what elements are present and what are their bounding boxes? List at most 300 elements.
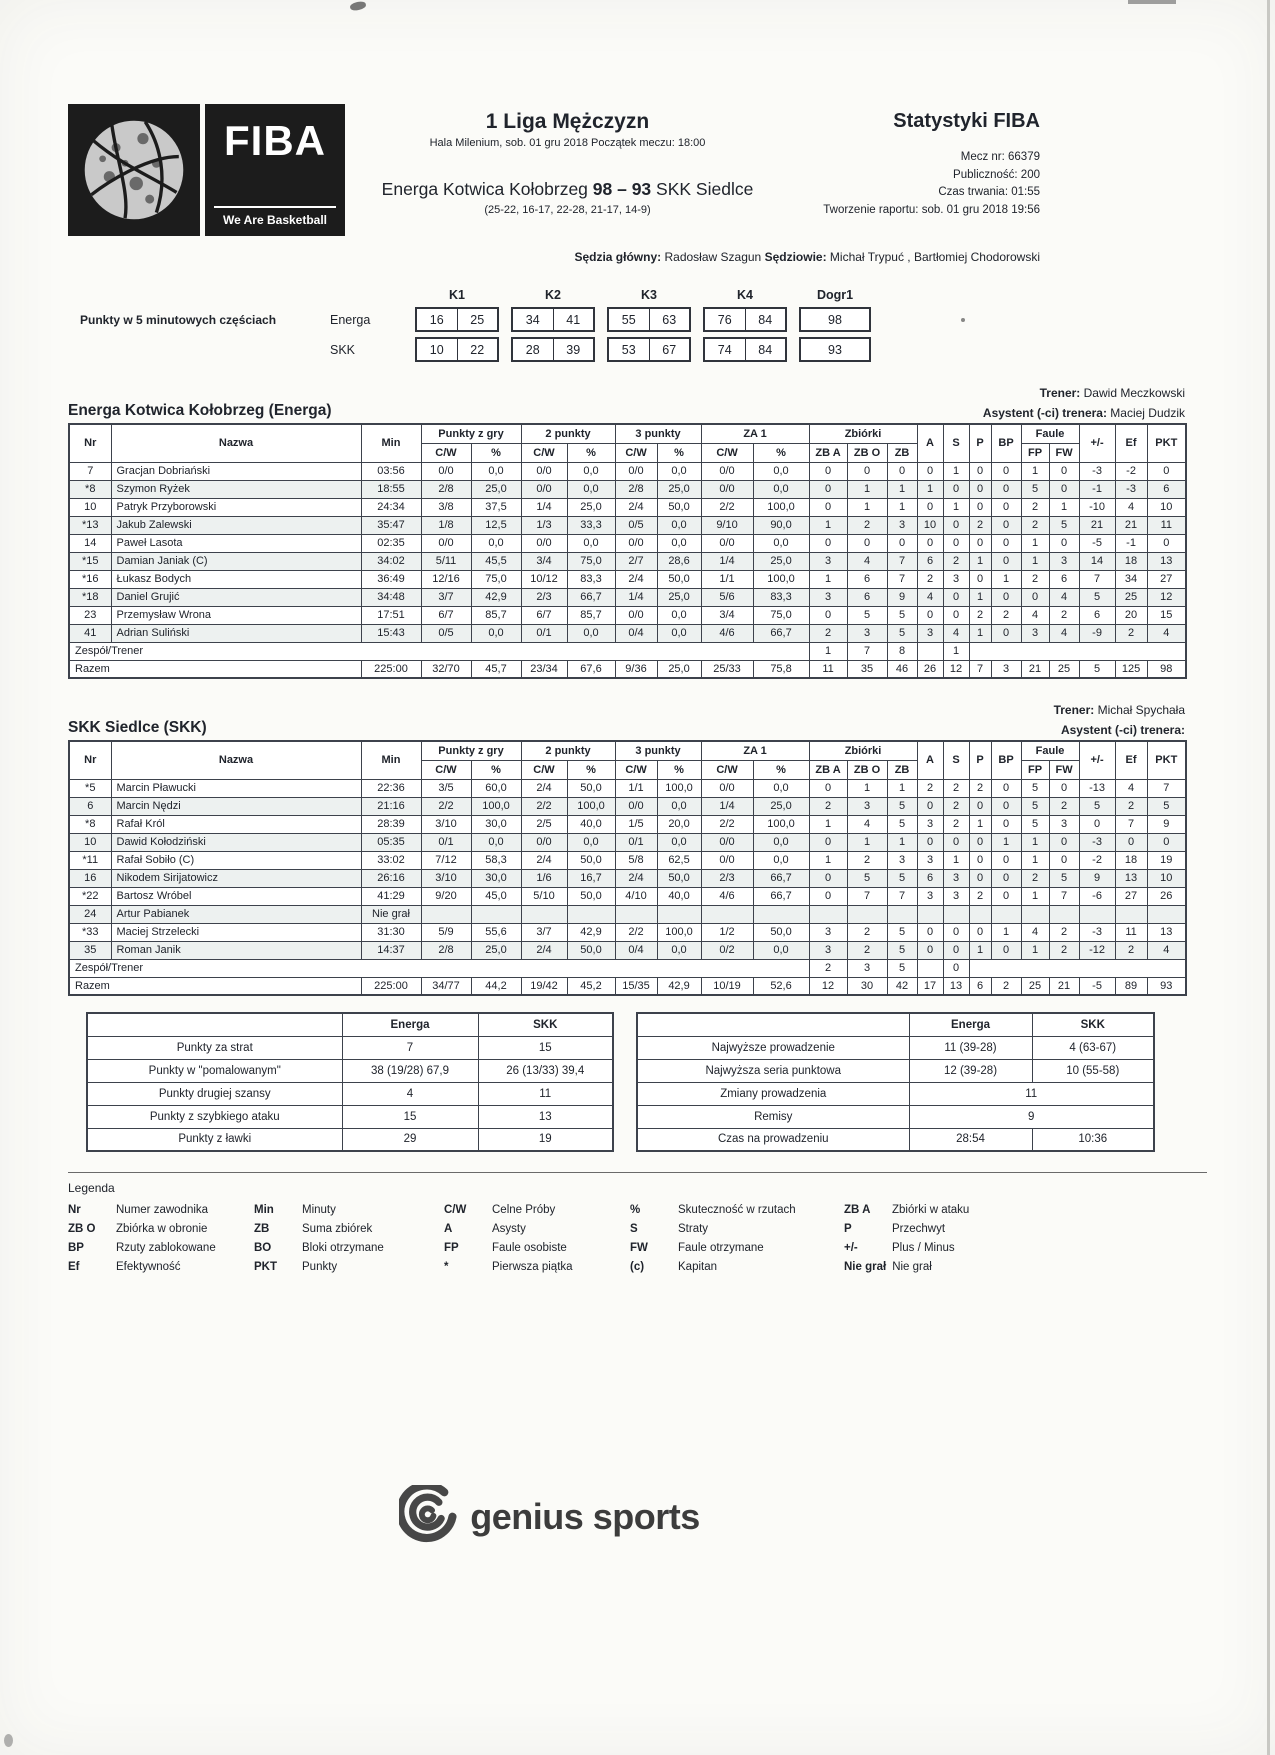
legend-description: Przechwyt [892, 1223, 946, 1235]
assistant-line [1061, 723, 1185, 737]
stat-cell: 6 [847, 570, 887, 588]
empty-cell [969, 642, 1186, 660]
quarter-team-name: Energa [330, 312, 371, 327]
stat-cell: 3 [1049, 815, 1079, 833]
stat-cell: 100,0 [657, 923, 701, 941]
stat-cell: 0 [991, 516, 1021, 534]
stat-cell: 42,9 [657, 977, 701, 995]
quarter-score-box [415, 337, 499, 362]
stat-cell: 45,0 [471, 887, 521, 905]
player-name: Damian Janiak (C) [111, 552, 361, 570]
legend-description: Faule osobiste [492, 1242, 567, 1254]
column-header: 2 punkty [521, 424, 615, 443]
stat-cell: 0 [1049, 480, 1079, 498]
stat-cell [887, 905, 917, 923]
legend-description: Numer zawodnika [116, 1204, 209, 1216]
stat-cell: 18 [1115, 851, 1147, 869]
legend-description: Pierwsza piątka [492, 1261, 573, 1273]
column-header: C/W [701, 443, 753, 462]
stat-cell: 17:51 [361, 606, 421, 624]
stat-cell: 1 [991, 833, 1021, 851]
summary-row [87, 1059, 613, 1082]
stat-cell: 3 [917, 851, 943, 869]
player-name: Jakub Zalewski [111, 516, 361, 534]
stat-cell: 0 [943, 606, 969, 624]
stat-cell: 21 [1079, 516, 1115, 534]
column-header: C/W [521, 760, 567, 779]
legend-entry [68, 1242, 254, 1254]
stat-cell: 0,0 [657, 833, 701, 851]
legend-term: Nr [68, 1204, 81, 1216]
stat-cell: 2 [1115, 941, 1147, 959]
quarter-score-box [415, 307, 499, 332]
stat-cell: 7 [1115, 815, 1147, 833]
stat-cell [753, 905, 809, 923]
stat-cell: 0/0 [521, 833, 567, 851]
stat-cell: 4 [1147, 624, 1186, 642]
stat-cell: 0 [1021, 588, 1049, 606]
stat-cell: 8 [887, 642, 917, 660]
stat-cell: *18 [69, 588, 111, 606]
column-header: Punkty z gry [421, 424, 521, 443]
stat-cell [1147, 905, 1186, 923]
summary-label: Punkty za strat [87, 1036, 342, 1059]
column-header: A [917, 741, 943, 779]
stat-cell: 30,0 [471, 815, 521, 833]
quarter-score-value: 16 [429, 312, 444, 327]
column-header: Zbiórki [809, 424, 917, 443]
stat-cell: 11 [1147, 516, 1186, 534]
stat-cell: 75,0 [753, 606, 809, 624]
stat-cell: 50,0 [567, 887, 615, 905]
legend-description: Punkty [302, 1261, 338, 1273]
column-header: ZB O [847, 443, 887, 462]
stat-cell: 10 [69, 498, 111, 516]
stat-cell: 32/70 [421, 660, 471, 678]
stat-cell: 0 [1049, 534, 1079, 552]
player-name: Dawid Kołodziński [111, 833, 361, 851]
stat-cell: 0 [1049, 462, 1079, 480]
stat-cell: 1 [969, 624, 991, 642]
stat-cell: 2 [1021, 498, 1049, 516]
player-name: Patryk Przyborowski [111, 498, 361, 516]
stat-cell: 1 [943, 851, 969, 869]
player-row [69, 941, 1186, 959]
stat-cell: 0 [809, 833, 847, 851]
player-row [69, 498, 1186, 516]
stat-cell: 3 [809, 552, 847, 570]
stat-cell: 0,0 [567, 534, 615, 552]
stat-cell: 83,3 [753, 588, 809, 606]
column-header: 2 punkty [521, 741, 615, 760]
stat-cell: -3 [1079, 462, 1115, 480]
stat-cell: 27 [1147, 570, 1186, 588]
summary-row [637, 1036, 1154, 1059]
column-header: FP [1021, 760, 1049, 779]
stat-cell: 2/4 [521, 779, 567, 797]
column-header: ZB A [809, 443, 847, 462]
quarter-score-row [80, 307, 1275, 332]
legend-description: Asysty [492, 1223, 526, 1235]
legend-term: C/W [444, 1204, 467, 1216]
legend-term: P [844, 1223, 852, 1235]
stat-cell: 3 [809, 588, 847, 606]
stat-cell: -9 [1079, 624, 1115, 642]
summary-value: 4 [342, 1082, 478, 1105]
stat-cell: 0 [917, 462, 943, 480]
stat-cell: 3/10 [421, 869, 471, 887]
fiba-wordmark-block [205, 104, 345, 236]
summary-row [637, 1128, 1154, 1151]
stat-cell: 14:37 [361, 941, 421, 959]
stat-cell: 6 [917, 869, 943, 887]
player-name: Gracjan Dobriański [111, 462, 361, 480]
stat-cell: 2 [847, 851, 887, 869]
stat-cell: 75,0 [567, 552, 615, 570]
quarter-score-box [511, 307, 595, 332]
stat-cell: 2 [809, 959, 847, 977]
stat-cell: 2/2 [521, 797, 567, 815]
genius-sports-wordmark: genius sports [470, 1495, 700, 1537]
stat-cell: -5 [1079, 534, 1115, 552]
stat-cell: 0 [1079, 815, 1115, 833]
stat-cell: 5 [847, 606, 887, 624]
stat-cell: 26 [1147, 887, 1186, 905]
table-head [69, 424, 1186, 462]
stat-cell: 34 [1115, 570, 1147, 588]
stat-cell: 55,6 [471, 923, 521, 941]
player-row [69, 516, 1186, 534]
stat-cell: 6 [917, 552, 943, 570]
quarter-score-row [80, 337, 1275, 362]
column-header: +/- [1079, 741, 1115, 779]
stat-cell: 1/2 [701, 923, 753, 941]
stat-cell: 18:55 [361, 480, 421, 498]
referees-names: Michał Trypuć , Bartłomiej Chodorowski [829, 250, 1040, 264]
stat-cell: 3 [1021, 624, 1049, 642]
stat-cell: 0,0 [471, 624, 521, 642]
stat-cell: 26:16 [361, 869, 421, 887]
header-row-1 [69, 424, 1186, 443]
stat-cell: 0 [991, 480, 1021, 498]
stat-cell: 7 [1147, 779, 1186, 797]
stat-cell: 0 [969, 462, 991, 480]
player-row [69, 552, 1186, 570]
stat-cell: 2 [1049, 941, 1079, 959]
stat-cell: 3 [991, 660, 1021, 678]
stat-cell: 0 [943, 959, 969, 977]
team-title-skk: SKK Siedlce (SKK) [68, 719, 207, 736]
stat-cell: 0 [917, 941, 943, 959]
stat-cell: 66,7 [567, 588, 615, 606]
stat-cell: 26 [917, 660, 943, 678]
fiba-tagline: We Are Basketball [214, 206, 336, 227]
stat-cell: 0 [969, 851, 991, 869]
coach-name: Michał Spychała [1097, 703, 1185, 717]
stat-cell: 25 [1115, 588, 1147, 606]
stat-cell: 0 [943, 534, 969, 552]
stat-cell: 2/8 [421, 941, 471, 959]
stat-cell: 0 [809, 779, 847, 797]
stat-cell: 25,0 [471, 480, 521, 498]
legend-entry [68, 1223, 254, 1235]
stat-cell: 100,0 [567, 797, 615, 815]
stat-cell: 5/8 [615, 851, 657, 869]
stat-cell [943, 905, 969, 923]
stat-cell: 2/4 [615, 498, 657, 516]
stat-cell: 2 [969, 516, 991, 534]
player-name: Artur Pabianek [111, 905, 361, 923]
stat-cell [1049, 905, 1079, 923]
stat-cell: 10/12 [521, 570, 567, 588]
stat-cell: 225:00 [361, 660, 421, 678]
attendance: Publiczność: 200 [953, 168, 1040, 181]
stat-cell: 11 [809, 660, 847, 678]
stat-cell: 4 [1049, 624, 1079, 642]
stat-cell: 0 [943, 516, 969, 534]
column-header: P [969, 741, 991, 779]
player-row [69, 869, 1186, 887]
stat-cell: 66,7 [753, 887, 809, 905]
quarter-scores-label: Punkty w 5 minutowych częściach [80, 312, 277, 327]
stat-cell: 35 [69, 941, 111, 959]
stat-cell: 34:48 [361, 588, 421, 606]
summary-tables [86, 1012, 1275, 1152]
summary-table [636, 1012, 1155, 1152]
stat-cell: *15 [69, 552, 111, 570]
summary-row [87, 1105, 613, 1128]
stat-cell: 4 [847, 815, 887, 833]
stat-cell: 2/2 [701, 815, 753, 833]
stat-cell: 3 [887, 516, 917, 534]
table-body [87, 1036, 613, 1151]
stat-cell: 100,0 [471, 797, 521, 815]
quarter-score-box [799, 307, 871, 332]
stat-cell: 4 [1115, 498, 1147, 516]
stat-cell: 3 [809, 923, 847, 941]
stat-cell: 3/4 [521, 552, 567, 570]
stat-cell: 50,0 [567, 851, 615, 869]
column-header: Nr [69, 741, 111, 779]
legend-description: Rzuty zablokowane [116, 1242, 216, 1254]
stat-cell [567, 905, 615, 923]
quarter-score-value: 41 [553, 309, 594, 330]
stat-cell: 5/11 [421, 552, 471, 570]
header-center [350, 104, 785, 216]
summary-label: Remisy [637, 1105, 909, 1128]
column-header: C/W [615, 443, 657, 462]
stat-cell: 4 [1147, 941, 1186, 959]
stat-cell: 6/7 [521, 606, 567, 624]
stat-cell: 0/4 [615, 624, 657, 642]
column-header: % [471, 760, 521, 779]
stat-cell: 52,6 [753, 977, 809, 995]
stat-cell: 9 [1147, 815, 1186, 833]
stat-cell: Nie grał [361, 905, 421, 923]
stat-cell: 03:56 [361, 462, 421, 480]
stat-cell: 0 [991, 815, 1021, 833]
summary-value: 11 [909, 1082, 1154, 1105]
column-header: S [943, 741, 969, 779]
stat-cell: 50,0 [753, 923, 809, 941]
stat-cell: 50,0 [567, 941, 615, 959]
stat-cell: 2 [1049, 797, 1079, 815]
stat-cell: 2/5 [521, 815, 567, 833]
stat-cell: 2/2 [701, 498, 753, 516]
stat-cell: 125 [1115, 660, 1147, 678]
stat-cell: 0,0 [657, 624, 701, 642]
stat-cell: 12,5 [471, 516, 521, 534]
stat-cell: 2/3 [701, 869, 753, 887]
team-block-skk [68, 703, 1185, 996]
summary-value: 15 [342, 1105, 478, 1128]
stat-cell: 1/4 [701, 552, 753, 570]
stat-cell: 37,5 [471, 498, 521, 516]
stat-cell: 3 [847, 624, 887, 642]
summary-label: Punkty z szybkiego ataku [87, 1105, 342, 1128]
stat-cell: 3 [917, 624, 943, 642]
stat-cell: 2/7 [615, 552, 657, 570]
stat-cell: 83,3 [567, 570, 615, 588]
quarter-score-box [607, 307, 691, 332]
scan-artifact [1128, 0, 1176, 4]
stat-cell: 7 [969, 660, 991, 678]
stat-cell: 85,7 [567, 606, 615, 624]
stat-cell: 5 [1079, 588, 1115, 606]
stat-cell: 27 [1115, 887, 1147, 905]
column-header: % [753, 443, 809, 462]
stat-cell: 3 [917, 815, 943, 833]
stat-cell: 100,0 [753, 498, 809, 516]
stat-cell: 2/8 [615, 480, 657, 498]
stat-cell: 2 [847, 516, 887, 534]
report-header [0, 0, 1275, 236]
stat-cell: 4/6 [701, 887, 753, 905]
period-label: K1 [449, 288, 465, 302]
stat-cell: 19 [1147, 851, 1186, 869]
legend-term: A [444, 1223, 453, 1235]
legend-entry [630, 1261, 844, 1273]
stat-cell: 1 [847, 833, 887, 851]
stat-cell: 35:47 [361, 516, 421, 534]
stat-cell: 35 [847, 660, 887, 678]
stat-cell: 2 [809, 624, 847, 642]
legend-term: BO [254, 1242, 272, 1254]
stat-cell [847, 905, 887, 923]
head-referee-name: Radosław Szagun [664, 250, 762, 264]
summary-value: 10:36 [1032, 1128, 1154, 1151]
stat-cell: -2 [1079, 851, 1115, 869]
stat-cell: 0/0 [615, 606, 657, 624]
stat-cell [991, 905, 1021, 923]
stat-cell: -12 [1079, 941, 1115, 959]
stat-cell: 45,7 [471, 660, 521, 678]
stat-cell: 16,7 [567, 869, 615, 887]
stat-cell: 12 [943, 660, 969, 678]
stat-cell: *33 [69, 923, 111, 941]
column-header: ZA 1 [701, 741, 809, 760]
stat-cell: 5 [887, 606, 917, 624]
summary-value: 13 [478, 1105, 613, 1128]
legend-term: ZB O [68, 1223, 96, 1235]
coach-name: Dawid Meczkowski [1083, 386, 1185, 400]
column-header: % [471, 443, 521, 462]
column-header: C/W [521, 443, 567, 462]
stat-cell: 3/4 [701, 606, 753, 624]
player-row [69, 887, 1186, 905]
stat-cell: 5 [887, 624, 917, 642]
stat-cell: 25 [1021, 977, 1049, 995]
stat-cell: -6 [1079, 887, 1115, 905]
assistant-line [983, 406, 1185, 420]
totals-row [69, 977, 1186, 995]
legend-entry [254, 1242, 444, 1254]
stat-cell: 1 [809, 516, 847, 534]
stat-cell: 2 [1115, 797, 1147, 815]
stat-table-energa [68, 423, 1185, 679]
summary-row [637, 1059, 1154, 1082]
legend-description: Skuteczność w rzutach [678, 1204, 796, 1216]
summary-value: 28:54 [909, 1128, 1032, 1151]
legend-description: Zbiórka w obronie [116, 1223, 208, 1235]
stat-cell: 13 [1115, 869, 1147, 887]
stat-cell: 6/7 [421, 606, 471, 624]
stat-cell [917, 905, 943, 923]
stat-cell: 4 [1115, 779, 1147, 797]
stat-cell: 4 [917, 588, 943, 606]
stat-cell: 2 [1049, 923, 1079, 941]
summary-value: 10 (55-58) [1032, 1059, 1154, 1082]
stat-cell: 3 [943, 570, 969, 588]
stat-cell: 21 [1115, 516, 1147, 534]
stat-cell: 0 [809, 480, 847, 498]
stat-cell [1079, 905, 1115, 923]
stat-cell: 50,0 [657, 869, 701, 887]
stat-cell [657, 905, 701, 923]
column-header: 3 punkty [615, 424, 701, 443]
team-column-header: SKK [1032, 1013, 1154, 1036]
legend-entry [844, 1223, 1207, 1235]
column-header: FW [1049, 443, 1079, 462]
stat-cell: 75,8 [753, 660, 809, 678]
stat-cell: -5 [1079, 977, 1115, 995]
stat-cell: 1 [847, 480, 887, 498]
stat-cell: 6 [1049, 570, 1079, 588]
stat-cell: 1 [809, 815, 847, 833]
stat-cell: 0 [917, 606, 943, 624]
team-title-row [68, 402, 1185, 420]
stat-cell: 67,6 [567, 660, 615, 678]
stat-cell: 1 [1021, 941, 1049, 959]
table-head [87, 1013, 613, 1036]
summary-label: Punkty w "pomalowanym" [87, 1059, 342, 1082]
stat-cell: 2/4 [615, 570, 657, 588]
stat-cell: 1 [943, 642, 969, 660]
stat-cell: 5 [887, 923, 917, 941]
stat-cell: 1 [917, 480, 943, 498]
stat-cell: 93 [1147, 977, 1186, 995]
player-row [69, 588, 1186, 606]
column-header: Min [361, 424, 421, 462]
stat-cell: -3 [1115, 480, 1147, 498]
stat-cell: 0/0 [615, 797, 657, 815]
stat-cell: 4 [1021, 923, 1049, 941]
player-stats-table [68, 740, 1187, 996]
stat-cell: 15/35 [615, 977, 657, 995]
stat-cell [917, 642, 943, 660]
stat-cell: 6 [847, 588, 887, 606]
summary-label: Punkty z ławki [87, 1128, 342, 1151]
